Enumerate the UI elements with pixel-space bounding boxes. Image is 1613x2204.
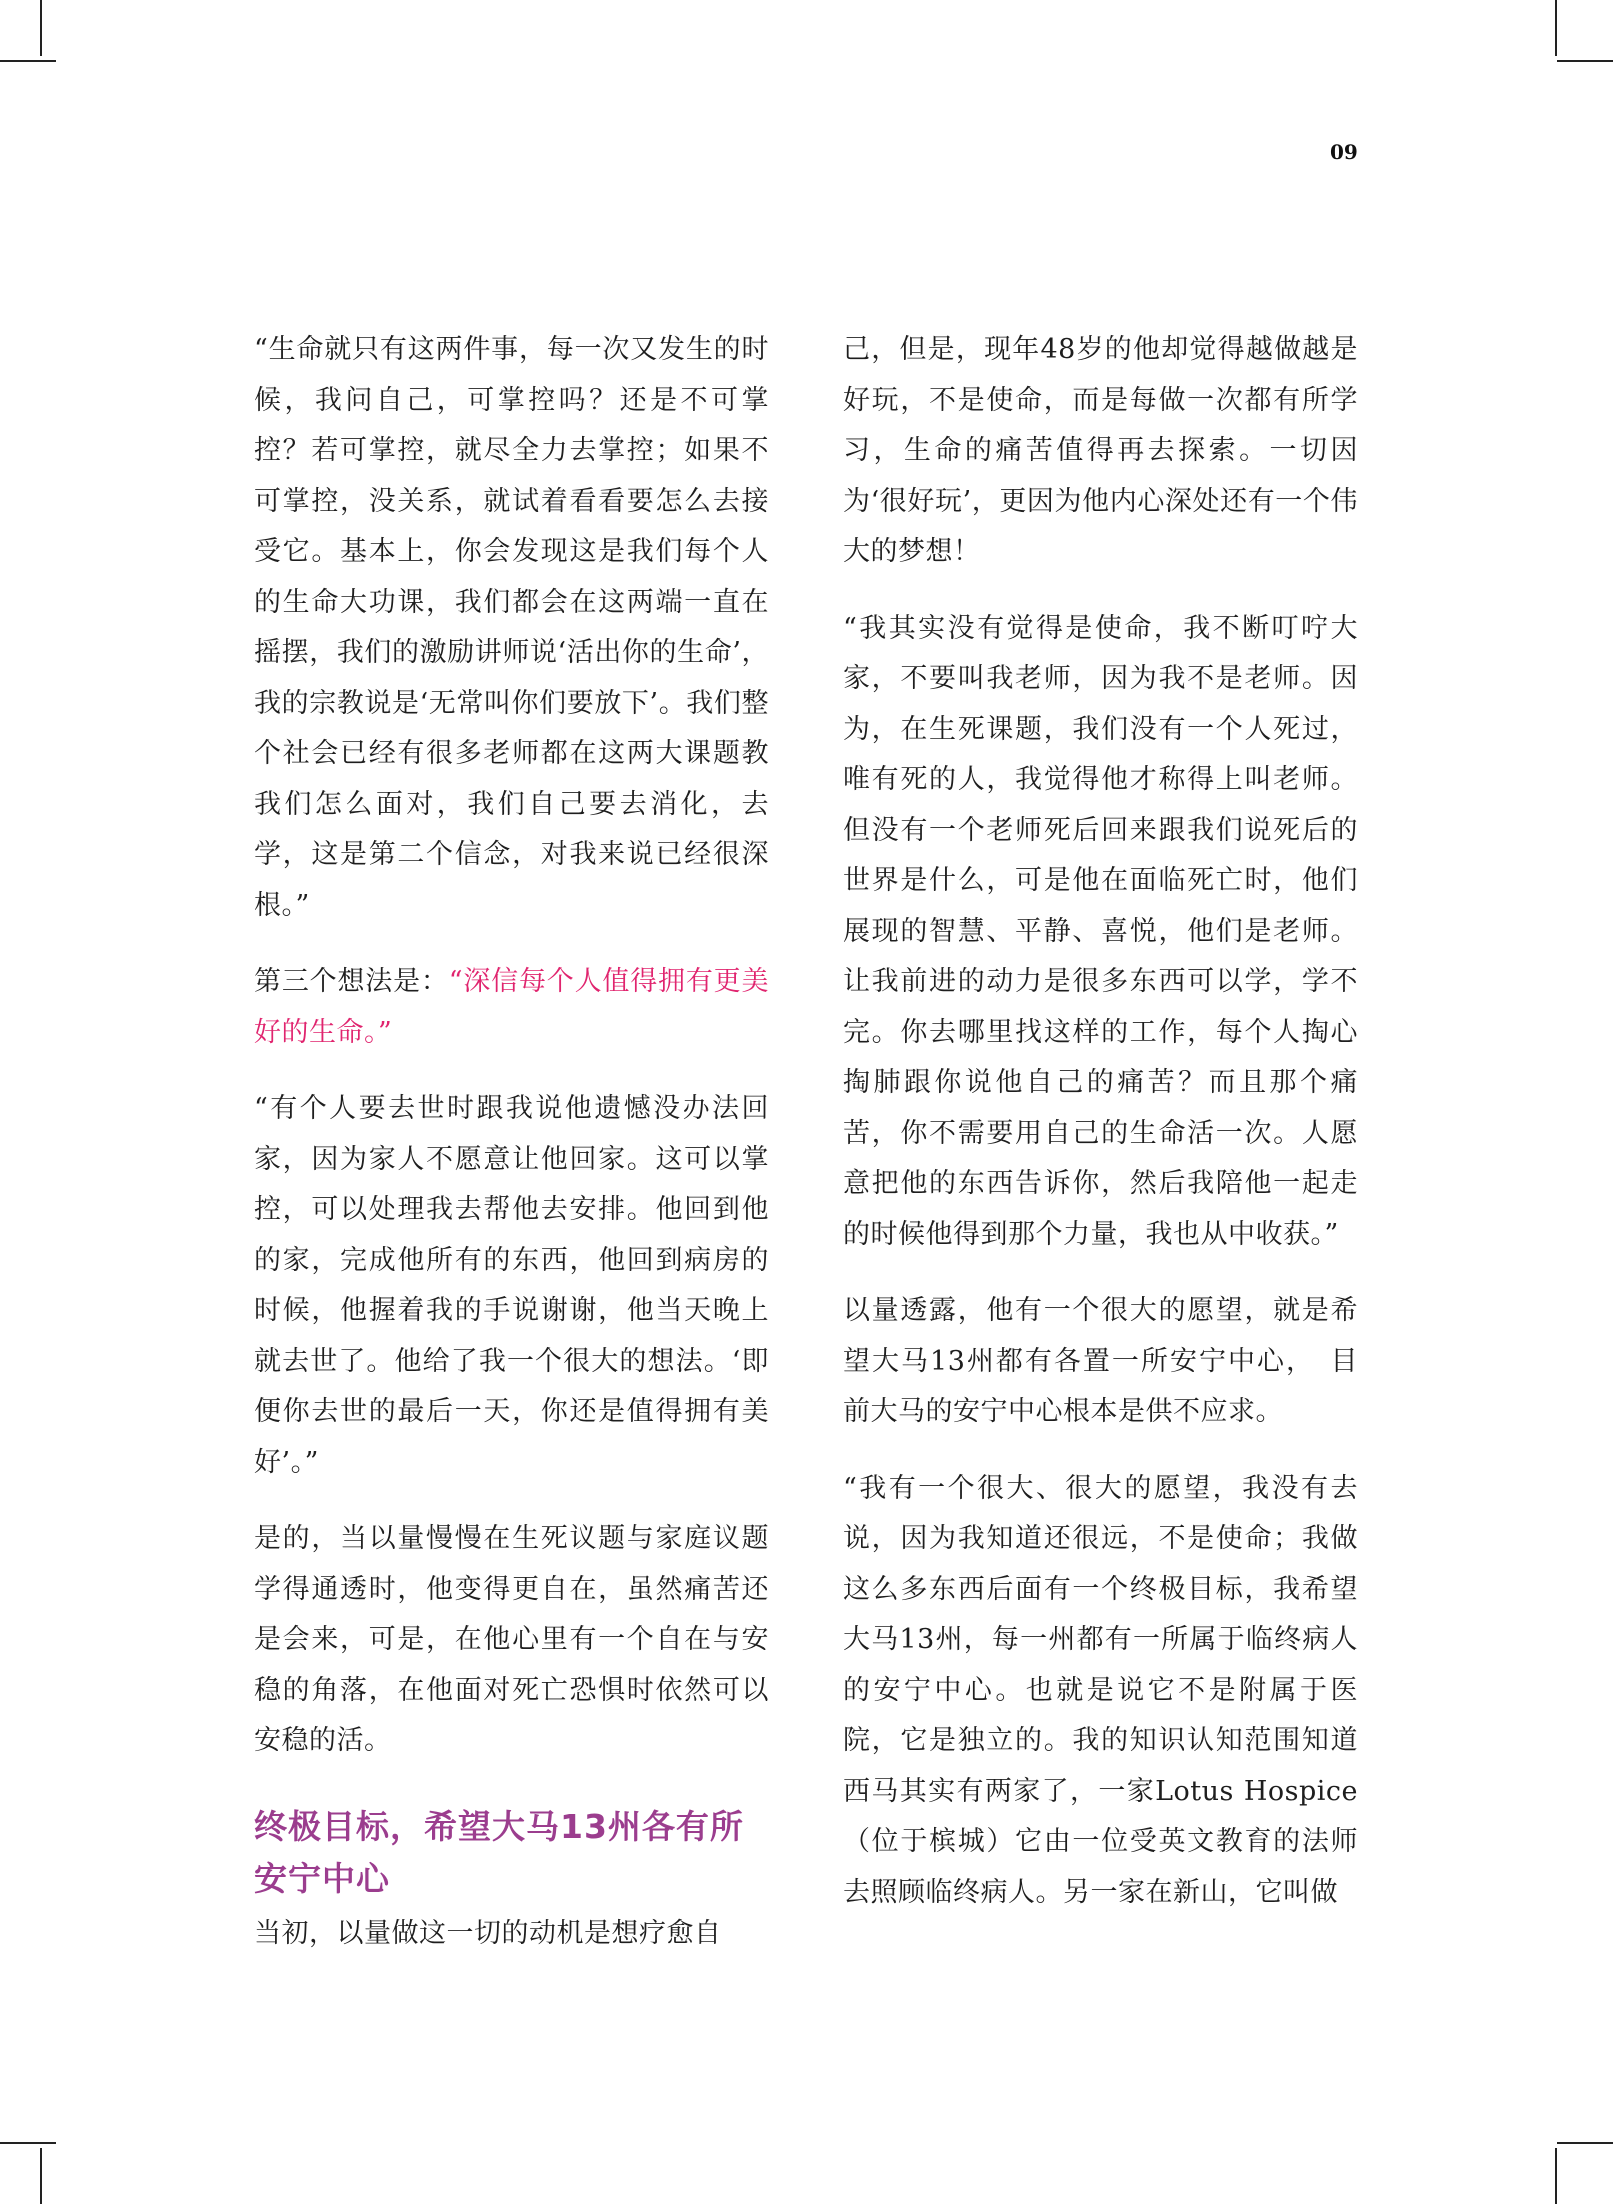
crop-mark [40,0,42,56]
highlight-paragraph [254,957,769,1058]
body-paragraph: “我其实没有觉得是使命，我不断叮咛大家，不要叫我老师，因为我不是老师。因为，在生死课题，我们没有一个人死过，唯有死的人，我觉得他才称得上叫老师。但没有一个老师死后回来跟我们说死后的世界是什么，可是他在面临死亡时，他们展现的智慧、平静、喜悦，他们是老师。让我前进的动力是很多东西可以学，学不完。你去哪里找这样的工作，每个人掏心掏肺跟你说他自己的痛苦？而且那个痛苦，你不需要用自己的生命活一次。人愿意把他的东西告诉你，然后我陪他一起走的时候他得到那个力量，我也从中收获。” [843,612,1358,1250]
body-paragraph: 己，但是，现年48岁的他却觉得越做越是好玩，不是使命，而是每做一次都有所学习，生命的痛苦值得再去探索。一切因为‘很好玩’，更因为他内心深处还有一个伟大的梦想！ [843,334,1358,567]
crop-mark [40,2148,42,2204]
crop-mark [1557,60,1613,62]
paragraph-lead: 第三个想法是： [254,966,449,997]
crop-mark [1555,0,1557,56]
section-heading: 终极目标，希望大马13州各有所安宁中心 [254,1806,744,1898]
body-paragraph: “有个人要去世时跟我说他遗憾没办法回家，因为家人不愿意让他回家。这可以掌控，可以处理我去帮他去安排。他回到他的家，完成他所有的东西，他回到病房的时候，他握着我的手说谢谢，他当天晚上就去世了。他给了我一个很大的想法。‘即便你去世的最后一天，你还是值得拥有美好’。” [254,1093,769,1478]
crop-mark [0,2142,56,2144]
body-paragraph: “生命就只有这两件事，每一次又发生的时候，我问自己，可掌控吗？还是不可掌控？若可掌控，就尽全力去掌控；如果不可掌控，没关系，就试着看看要怎么去接受它。基本上，你会发现这是我们每个人的生命大功课，我们都会在这两端一直在摇摆，我们的激励讲师说‘活出你的生命’，我的宗教说是‘无常叫你们要放下’。我们整个社会已经有很多老师都在这两大课题教我们怎么面对，我们自己要去消化，去学，这是第二个信念，对我来说已经很深根。” [254,334,769,921]
right-column [843,325,1358,1918]
crop-mark [1555,2148,1557,2204]
body-paragraph: 是的，当以量慢慢在生死议题与家庭议题学得通透时，他变得更自在，虽然痛苦还是会来，可是，在他心里有一个自在与安稳的角落，在他面对死亡恐惧时依然可以安稳的活。 [254,1523,769,1756]
pink-quote: “深信每个人值得拥有更美好的生命。” [254,966,769,1048]
page-number: 09 [1330,140,1358,164]
left-column [254,325,769,1959]
crop-mark [1557,2142,1613,2144]
body-paragraph: 当初，以量做这一切的动机是想疗愈自 [254,1917,722,1949]
body-paragraph: 以量透露，他有一个很大的愿望，就是希望大马13州都有各置一所安宁中心， 目前大马的安宁中心根本是供不应求。 [843,1295,1358,1427]
body-paragraph: “我有一个很大、很大的愿望，我没有去说，因为我知道还很远，不是使命；我做这么多东西后面有一个终极目标，我希望大马13州，每一州都有一所属于临终病人的安宁中心。也就是说它不是附属于医院，它是独立的。我的知识认知范围知道西马其实有两家了，一家Lotus Hospice（位于槟城）它由一位受英文教育的法师去照顾临终病人。另一家在新山，它叫做 [843,1472,1358,1908]
crop-mark [0,60,56,62]
